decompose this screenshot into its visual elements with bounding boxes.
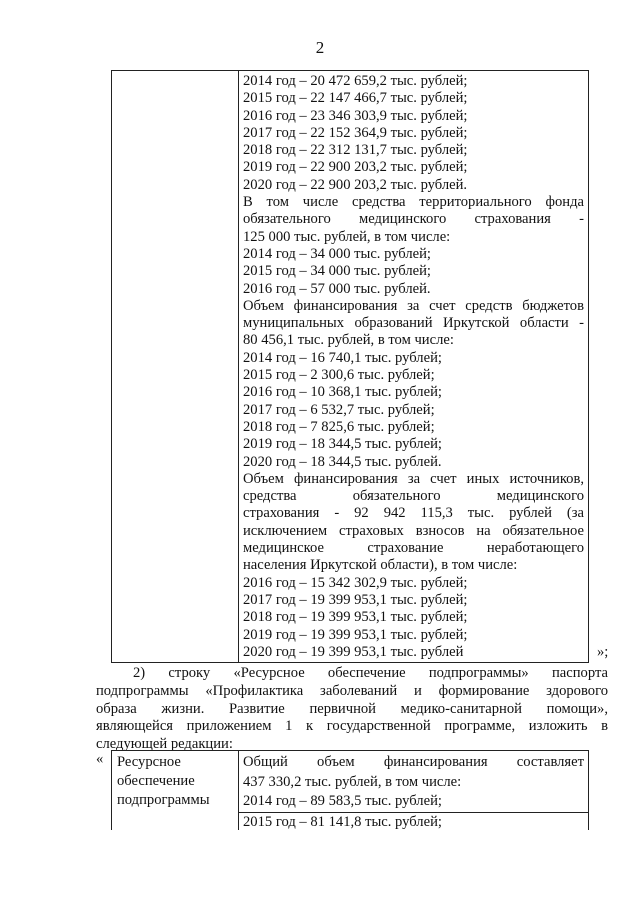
municipal-heading-line: Объем финансирования за счет средств бюджетов <box>243 297 584 314</box>
line-2015: 2015 год – 22 147 466,7 тыс. рублей; <box>243 90 468 107</box>
financing-cell <box>243 753 584 832</box>
page-number: 2 <box>315 38 325 57</box>
other-sources-heading-line: исключением страховых взносов на обязательное <box>243 522 584 539</box>
municipal-2015: 2015 год – 2 300,6 тыс. рублей; <box>243 367 435 384</box>
paragraph-line: следующей редакции: <box>96 736 233 753</box>
resource-label-cell <box>117 753 235 810</box>
paragraph-line: 2) строку «Ресурсное обеспечение подпрограммы» паспорта <box>133 665 608 681</box>
tfoms-heading-line: обязательного медицинского страхования - <box>243 211 584 228</box>
total-line: Общий объем финансирования составляет <box>243 754 584 770</box>
other-sources-heading-line: населения Иркутской области), в том числе: <box>243 557 518 574</box>
total-line: 437 330,2 тыс. рублей, в том числе: <box>243 773 462 790</box>
line-2018: 2018 год – 22 312 131,7 тыс. рублей; <box>243 142 468 159</box>
line-2015: 2015 год – 81 141,8 тыс. рублей; <box>243 813 442 830</box>
municipal-total-line: 80 456,1 тыс. рублей, в том числе: <box>243 332 454 349</box>
line-2016: 2016 год – 23 346 303,9 тыс. рублей; <box>243 107 468 124</box>
tfoms-2014: 2014 год – 34 000 тыс. рублей; <box>243 245 431 262</box>
paragraph-line: подпрограммы «Профилактика заболеваний и формирование здорового <box>96 682 608 699</box>
line-2019: 2019 год – 22 900 203,2 тыс. рублей; <box>243 159 468 176</box>
municipal-2020: 2020 год – 18 344,5 тыс. рублей. <box>243 453 442 470</box>
municipal-heading-line: муниципальных образований Иркутской области - <box>243 315 584 332</box>
resource-table-new <box>111 750 589 830</box>
other-2018: 2018 год – 19 399 953,1 тыс. рублей; <box>243 609 468 626</box>
tfoms-2015: 2015 год – 34 000 тыс. рублей; <box>243 263 431 280</box>
municipal-2016: 2016 год – 10 368,1 тыс. рублей; <box>243 384 442 401</box>
line-2020: 2020 год – 22 900 203,2 тыс. рублей. <box>243 176 468 193</box>
line-2017: 2017 год – 22 152 364,9 тыс. рублей; <box>243 124 468 141</box>
resource-table-continued <box>111 70 589 663</box>
tfoms-2016: 2016 год – 57 000 тыс. рублей. <box>243 280 431 297</box>
label-line: Ресурсное <box>117 754 181 770</box>
municipal-2017: 2017 год – 6 532,7 тыс. рублей; <box>243 401 435 418</box>
other-sources-heading-line: медицинское страхование неработающего <box>243 540 584 557</box>
other-2019: 2019 год – 19 399 953,1 тыс. рублей; <box>243 626 468 643</box>
line-2014: 2014 год – 89 583,5 тыс. рублей; <box>243 793 442 809</box>
paragraph-line: являющейся приложением 1 к государственной программе, изложить в <box>96 718 608 735</box>
amendment-paragraph <box>96 665 608 754</box>
other-2017: 2017 год – 19 399 953,1 тыс. рублей; <box>243 591 468 608</box>
municipal-2019: 2019 год – 18 344,5 тыс. рублей; <box>243 436 442 453</box>
closing-quote: »; <box>597 644 609 660</box>
opening-quote: « <box>96 751 104 767</box>
label-line: подпрограммы <box>117 792 210 808</box>
tfoms-heading-line: В том числе средства территориального фонда <box>243 194 584 211</box>
other-2020: 2020 год – 19 399 953,1 тыс. рублей <box>243 643 464 660</box>
other-sources-heading-line: Объем финансирования за счет иных источников, <box>243 470 584 487</box>
column-divider <box>238 751 239 830</box>
municipal-2018: 2018 год – 7 825,6 тыс. рублей; <box>243 418 435 435</box>
line-2014: 2014 год – 20 472 659,2 тыс. рублей; <box>243 73 468 89</box>
paragraph-line: образа жизни. Развитие первичной медико-санитарной помощи», <box>96 700 608 717</box>
tfoms-total-line: 125 000 тыс. рублей, в том числе: <box>243 228 451 245</box>
other-2016: 2016 год – 15 342 302,9 тыс. рублей; <box>243 574 468 591</box>
financing-cell <box>243 73 584 661</box>
label-line: обеспечение <box>117 773 195 789</box>
other-sources-heading-line: страхования - 92 942 115,3 тыс. рублей (за <box>243 505 584 522</box>
other-sources-heading-line: средства обязательного медицинского <box>243 488 584 505</box>
municipal-2014: 2014 год – 16 740,1 тыс. рублей; <box>243 349 442 366</box>
column-divider <box>238 71 239 662</box>
